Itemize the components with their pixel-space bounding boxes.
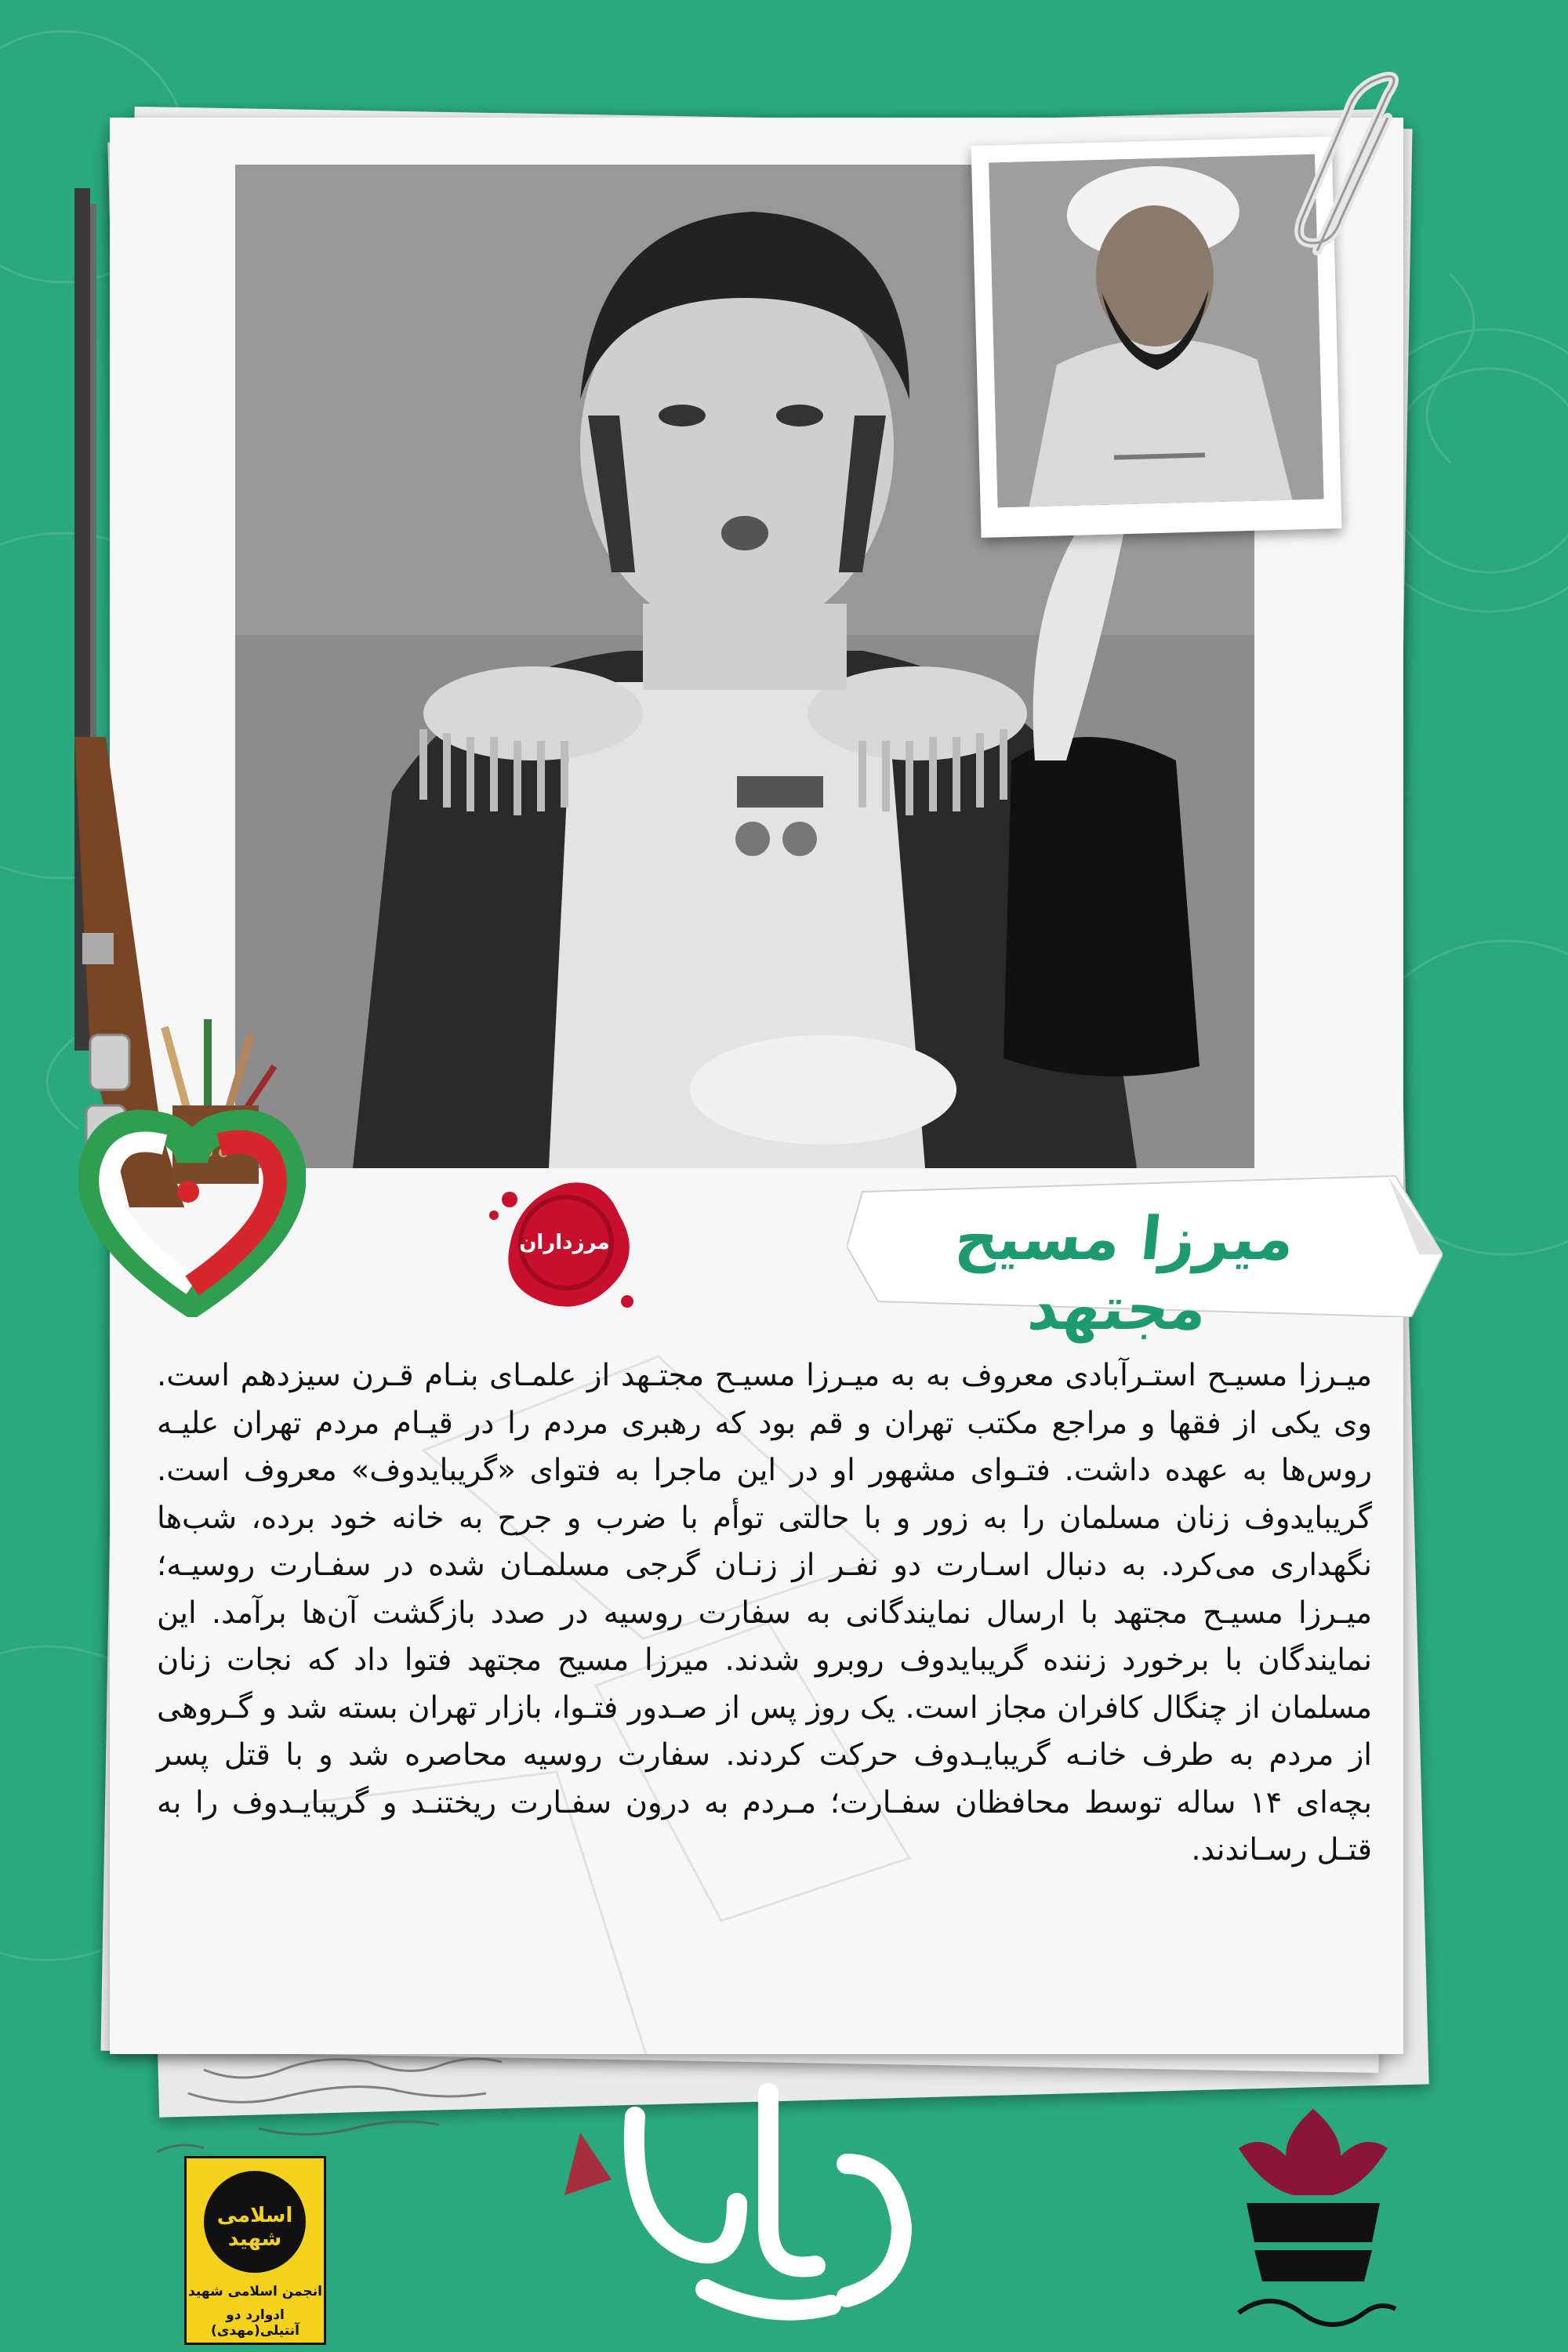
badge-line-1: انجمن اسلامی شهید xyxy=(188,2284,322,2299)
association-badge xyxy=(184,2156,326,2345)
inset-portrait-photo xyxy=(989,154,1323,508)
badge-disc-text: اسلامی شهید xyxy=(216,2204,293,2251)
handwriting-scribble xyxy=(110,2038,517,2164)
emblem-caption xyxy=(1223,2321,1403,2333)
badge-line-2: ادوارد دو آنتیلی(مهدی) xyxy=(211,2307,299,2339)
page-title: میرزا مسیح مجتهد xyxy=(952,1203,1298,1343)
bottom-logo-text xyxy=(580,2109,610,2118)
inset-figure xyxy=(989,154,1323,508)
paperclip-icon xyxy=(1286,63,1419,267)
flag-heart-icon xyxy=(78,1098,306,1317)
badge-disc xyxy=(204,2171,306,2273)
body-paragraph: میـرزا مسیـح استـرآبادی معروف به به میـرزا مسیـح مجتـهد از علمـای بنـام قـرن سیزدهم است. وی یکی از فقها و مراجع مکتب تهران و قم بود که رهبری مردم را در قیـام مردم تهران علیـه روس‌ها به عهده داشت. فتـوای مشهور او در این ماجرا به فتوای «گریبایدوف» معروف است. گریبایدوف زنان مسلمان را به زور و با حالتی توأم با ضرب و جرح به خانه خود برده، شب‌ها نگهداری می‌کرد. به دنبال اسـارت دو نفـر از زنـان گرجی مسلمـان شده در سفـارت روسیـه؛ میـرزا مسیـح مجتهد با ارسال نمایندگانی به سفارت روسیه در صدد بازگشت آن‌ها برآمد. این نمایندگان با برخورد زننده گریبایدوف روبرو شدند. میرزا مسیح مجتهد فتوا داد که نجات زنان مسلمان از چنگال کافران مجاز است. یک روز پس از صـدور فتـوا، بازار تهران بسته شد و گـروهی از مردم به طرف خانـه گریبایـدوف حرکت کردند. سفارت روسیه محاصره شد و با قتل پسر بچه‌ای ۱۴ ساله توسط محافظان سفـارت؛ مـردم به درون سفـارت ریختنـد و گریبایـدوف را به قتـل رسـاندند. xyxy=(157,1358,1372,1867)
emblem-icon xyxy=(1223,2101,1403,2328)
seal-label: مرزداران xyxy=(519,1231,610,1254)
